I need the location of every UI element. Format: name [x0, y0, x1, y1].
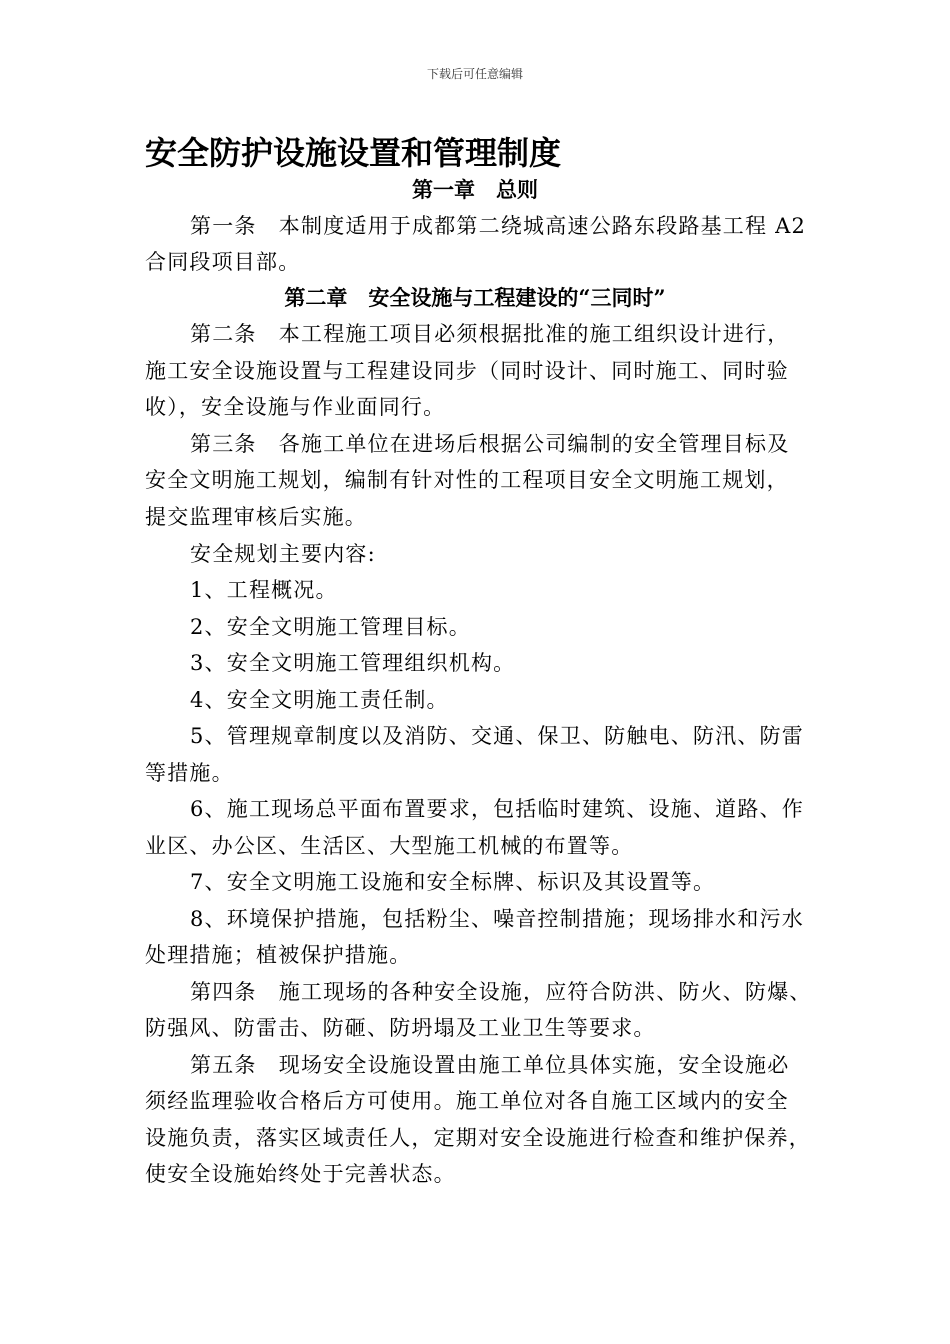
list-item-5-line-1: 5、管理规章制度以及消防、交通、保卫、防触电、防汛、防雷 [190, 724, 804, 748]
list-item-6-line-2: 业区、办公区、生活区、大型施工机械的布置等。 [145, 834, 634, 858]
article-4-line-1: 第四条 施工现场的各种安全设施，应符合防洪、防火、防爆、 [190, 980, 812, 1004]
article-5-line-2: 须经监理验收合格后方可使用。施工单位对各自施工区域内的安全 [145, 1089, 789, 1113]
article-3-line-1: 第三条 各施工单位在进场后根据公司编制的安全管理目标及 [190, 432, 790, 456]
article-4-line-2: 防强风、防雷击、防砸、防坍塌及工业卫生等要求。 [145, 1016, 656, 1040]
article-1-line-2: 合同段项目部。 [145, 250, 301, 274]
article-2-line-3: 收），安全设施与作业面同行。 [145, 395, 446, 419]
page-header: 下载后可任意编辑 [426, 67, 523, 81]
plan-contents-heading: 安全规划主要内容: [190, 542, 376, 566]
article-3-line-2: 安全文明施工规划，编制有针对性的工程项目安全文明施工规划， [145, 468, 789, 492]
list-item-1: 1、工程概况。 [190, 578, 338, 602]
article-5-line-3: 设施负责，落实区域责任人，定期对安全设施进行检查和维护保养， [145, 1126, 811, 1150]
list-item-5-line-2: 等措施。 [145, 761, 234, 785]
article-3-line-3: 提交监理审核后实施。 [145, 505, 367, 529]
list-item-8-line-1: 8、环境保护措施，包括粉尘、噪音控制措施；现场排水和污水 [190, 907, 804, 931]
list-item-7: 7、安全文明施工设施和安全标牌、标识及其设置等。 [190, 870, 716, 894]
chapter-2-heading: 第二章 安全设施与工程建设的“三同时” [284, 285, 666, 310]
list-item-4: 4、安全文明施工责任制。 [190, 688, 449, 712]
list-item-3: 3、安全文明施工管理组织机构。 [190, 651, 516, 675]
list-item-6-line-1: 6、施工现场总平面布置要求，包括临时建筑、设施、道路、作 [190, 797, 804, 821]
article-5-line-4: 使安全设施始终处于完善状态。 [145, 1162, 456, 1186]
document-title: 安全防护设施设置和管理制度 [145, 134, 562, 172]
article-5-line-1: 第五条 现场安全设施设置由施工单位具体实施，安全设施必 [190, 1053, 790, 1077]
chapter-1-heading: 第一章 总则 [412, 177, 538, 202]
article-2-line-2: 施工安全设施设置与工程建设同步（同时设计、同时施工、同时验 [145, 359, 789, 383]
article-1-line-1: 第一条 本制度适用于成都第二绕城高速公路东段路基工程 A2 [190, 214, 806, 238]
list-item-8-line-2: 处理措施；植被保护措施。 [145, 943, 412, 967]
article-2-line-1: 第二条 本工程施工项目必须根据批准的施工组织设计进行， [190, 322, 790, 346]
list-item-2: 2、安全文明施工管理目标。 [190, 615, 471, 639]
